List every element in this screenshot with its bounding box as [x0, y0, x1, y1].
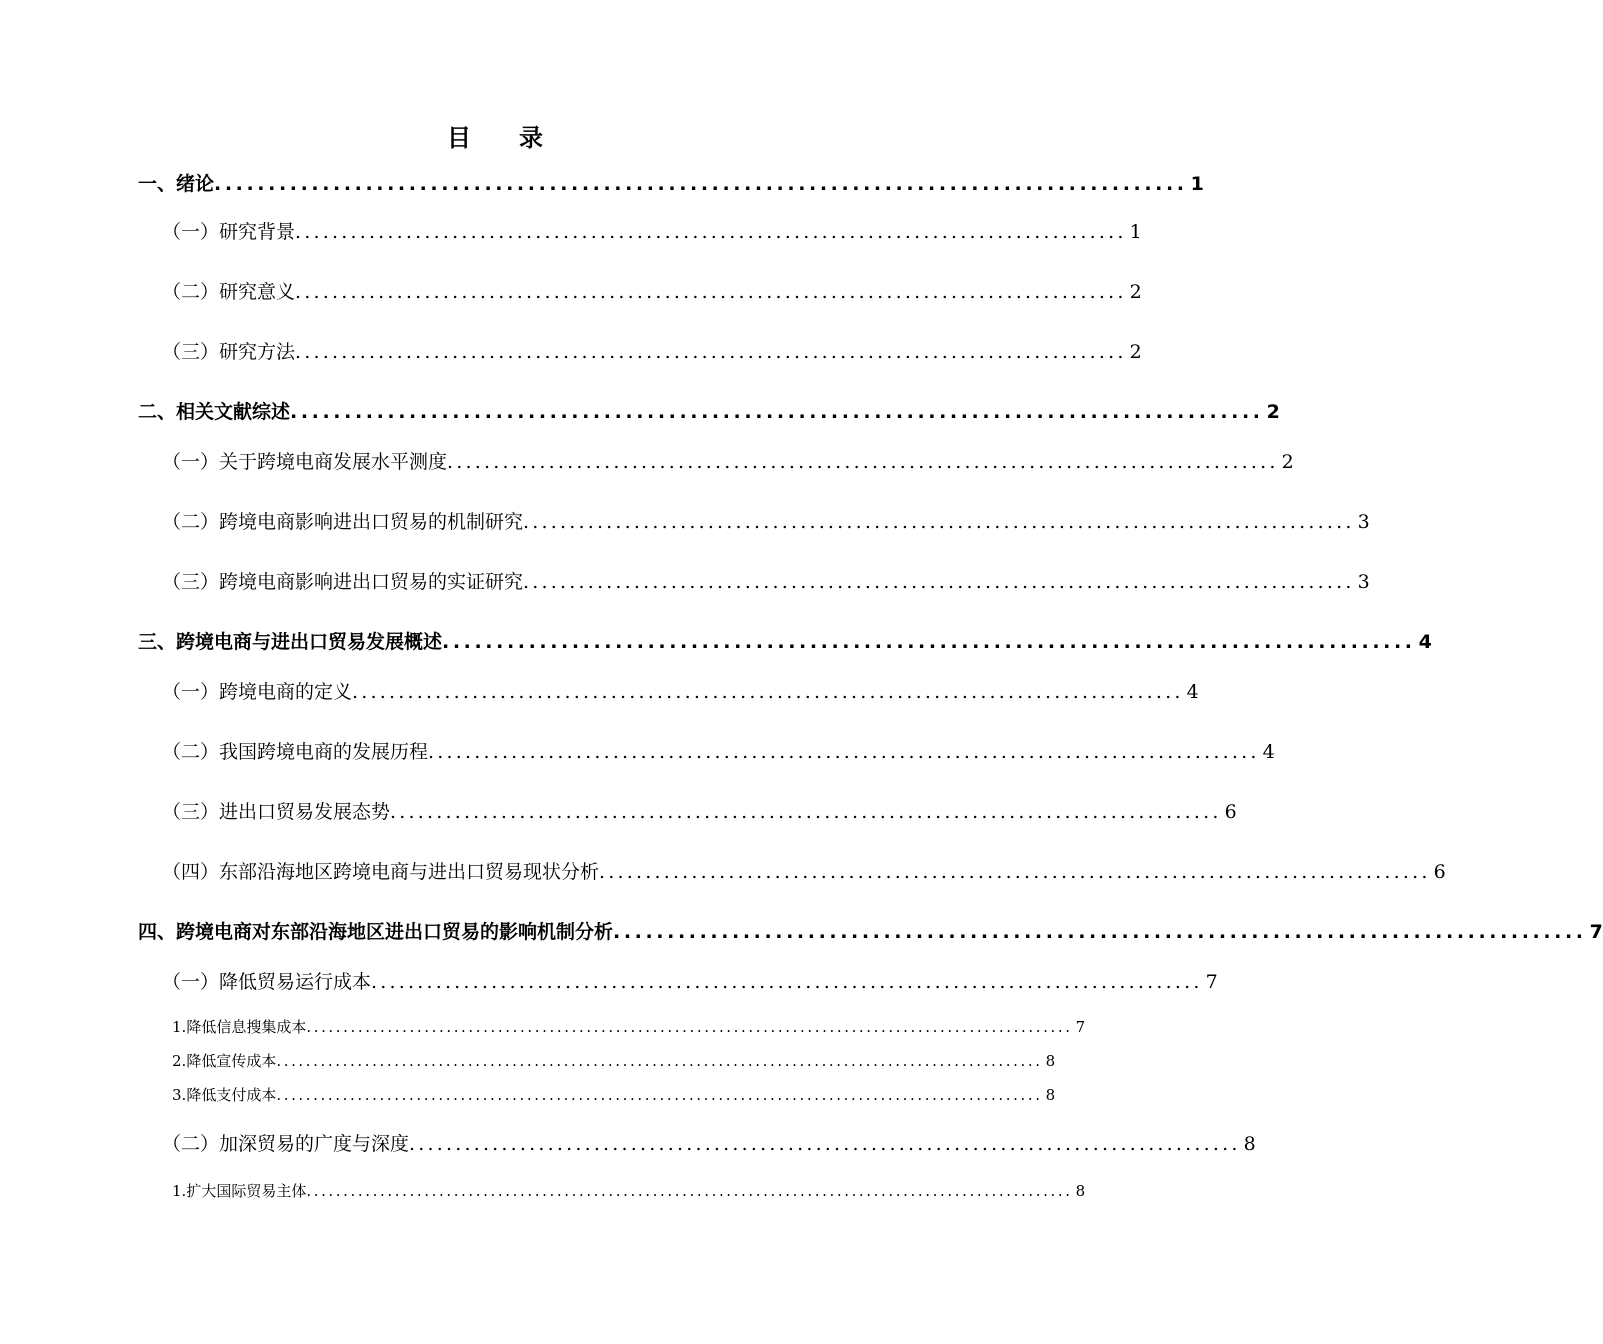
toc-entry-section[interactable]: [162, 797, 1237, 824]
toc-dot-leader: ..........................................................................................: [442, 631, 1416, 653]
toc-entry-text: 降低信息搜集成本: [186, 1018, 307, 1036]
toc-entry-subsection[interactable]: [172, 1016, 1086, 1037]
toc-entry-text: 跨境电商对东部沿海地区进出口贸易的影响机制分析: [176, 921, 614, 943]
toc-entry-page: 1: [1129, 221, 1142, 243]
toc-entry-chapter-2[interactable]: [138, 397, 1280, 424]
toc-entry-subsection[interactable]: [172, 1050, 1056, 1071]
toc-entry-text: 东部沿海地区跨境电商与进出口贸易现状分析: [219, 861, 600, 883]
toc-entry-number: 二、: [138, 401, 177, 423]
toc-entry-page: 1: [1190, 173, 1204, 195]
toc-entry-page: 3: [1357, 511, 1370, 533]
toc-entry-text: 研究方法: [219, 341, 296, 363]
toc-entry-section[interactable]: [162, 567, 1370, 594]
toc-entry-subsection[interactable]: [172, 1084, 1056, 1105]
toc-dot-leader: ........................................................................................................: [306, 1182, 1073, 1200]
toc-entry-text: 跨境电商影响进出口贸易的实证研究: [219, 571, 524, 593]
toc-dot-leader: ..........................................................................................: [523, 571, 1355, 593]
toc-dot-leader: ........................................................................................................: [276, 1052, 1043, 1070]
toc-entry-subsection[interactable]: [172, 1180, 1086, 1201]
toc-entry-number: （二）: [162, 741, 220, 763]
toc-entry-page: 2: [1266, 401, 1280, 423]
toc-entry-section[interactable]: [162, 677, 1199, 704]
toc-dot-leader: ..........................................................................................: [295, 341, 1127, 363]
toc-entry-page: 8: [1075, 1182, 1086, 1200]
toc-entry-number: （二）: [162, 1133, 220, 1155]
toc-entry-number: 1.: [172, 1182, 187, 1200]
toc-entry-page: 6: [1224, 801, 1237, 823]
toc-entry-text: 绪论: [176, 173, 215, 195]
toc-title-part1: 目: [447, 124, 471, 152]
toc-dot-leader: ..........................................................................................: [371, 971, 1203, 993]
toc-entry-section[interactable]: [162, 967, 1218, 994]
toc-entry-section[interactable]: [162, 447, 1294, 474]
toc-entry-section[interactable]: [162, 337, 1142, 364]
toc-dot-leader: ........................................................................................................: [306, 1018, 1073, 1036]
toc-entry-section[interactable]: [162, 737, 1275, 764]
toc-entry-number: （一）: [162, 681, 220, 703]
toc-dot-leader: ..........................................................................................: [599, 861, 1431, 883]
toc-entry-number: （一）: [162, 971, 220, 993]
toc-entry-text: 研究背景: [219, 221, 296, 243]
toc-entry-text: 跨境电商与进出口贸易发展概述: [176, 631, 443, 653]
toc-dot-leader: ..........................................................................................: [352, 681, 1184, 703]
toc-entry-text: 研究意义: [219, 281, 296, 303]
toc-entry-page: 2: [1129, 281, 1142, 303]
toc-dot-leader: ..........................................................................................: [428, 741, 1260, 763]
toc-entry-number: 1.: [172, 1018, 187, 1036]
toc-entry-number: （一）: [162, 451, 220, 473]
toc-entry-page: 4: [1186, 681, 1199, 703]
toc-entry-number: 三、: [138, 631, 177, 653]
toc-entry-number: 四、: [138, 921, 177, 943]
toc-dot-leader: ..........................................................................................: [295, 281, 1127, 303]
toc-dot-leader: ..........................................................................................: [390, 801, 1222, 823]
toc-entry-page: 8: [1243, 1133, 1256, 1155]
toc-entry-chapter-1[interactable]: [138, 169, 1204, 196]
toc-dot-leader: ..........................................................................................: [214, 173, 1188, 195]
toc-entry-text: 关于跨境电商发展水平测度: [219, 451, 448, 473]
toc-entry-text: 跨境电商影响进出口贸易的机制研究: [219, 511, 524, 533]
toc-entry-number: 2.: [172, 1052, 187, 1070]
toc-entry-number: （二）: [162, 281, 220, 303]
toc-entry-number: （三）: [162, 801, 220, 823]
toc-entry-text: 降低宣传成本: [186, 1052, 277, 1070]
toc-title-part2: 录: [519, 124, 543, 152]
toc-entry-page: 4: [1418, 631, 1432, 653]
toc-dot-leader: ..........................................................................................: [523, 511, 1355, 533]
toc-entry-section[interactable]: [162, 857, 1446, 884]
toc-entry-number: 一、: [138, 173, 177, 195]
toc-entry-number: （二）: [162, 511, 220, 533]
toc-entry-text: 跨境电商的定义: [219, 681, 353, 703]
toc-dot-leader: ..........................................................................................: [447, 451, 1279, 473]
toc-entry-number: （一）: [162, 221, 220, 243]
toc-entry-text: 进出口贸易发展态势: [219, 801, 391, 823]
toc-entry-text: 扩大国际贸易主体: [186, 1182, 307, 1200]
toc-title: [0, 118, 990, 153]
toc-dot-leader: ..........................................................................................: [290, 401, 1264, 423]
toc-entry-page: 8: [1045, 1086, 1056, 1104]
toc-entry-number: （三）: [162, 341, 220, 363]
toc-entry-page: 4: [1262, 741, 1275, 763]
toc-entry-text: 降低贸易运行成本: [219, 971, 372, 993]
toc-entry-text: 相关文献综述: [176, 401, 291, 423]
toc-entry-text: 我国跨境电商的发展历程: [219, 741, 429, 763]
toc-entry-number: 3.: [172, 1086, 187, 1104]
toc-entry-page: 7: [1205, 971, 1218, 993]
toc-dot-leader: ........................................................................................................: [276, 1086, 1043, 1104]
toc-entry-page: 2: [1281, 451, 1294, 473]
toc-entry-page: 8: [1045, 1052, 1056, 1070]
toc-entry-page: 3: [1357, 571, 1370, 593]
toc-entry-chapter-3[interactable]: [138, 627, 1432, 654]
toc-entry-page: 6: [1433, 861, 1446, 883]
toc-entry-text: 加深贸易的广度与深度: [219, 1133, 410, 1155]
toc-entry-chapter-4[interactable]: [138, 917, 1603, 944]
toc-entry-section[interactable]: [162, 277, 1142, 304]
toc-dot-leader: ..........................................................................................: [613, 921, 1587, 943]
toc-entry-number: （三）: [162, 571, 220, 593]
toc-entry-section[interactable]: [162, 217, 1142, 244]
toc-entry-page: 7: [1075, 1018, 1086, 1036]
toc-entry-page: 2: [1129, 341, 1142, 363]
toc-entry-section[interactable]: [162, 507, 1370, 534]
toc-dot-leader: ..........................................................................................: [295, 221, 1127, 243]
toc-dot-leader: ..........................................................................................: [409, 1133, 1241, 1155]
toc-entry-page: 7: [1589, 921, 1603, 943]
toc-entry-number: （四）: [162, 861, 220, 883]
toc-entry-text: 降低支付成本: [186, 1086, 277, 1104]
toc-entry-section[interactable]: [162, 1129, 1256, 1156]
